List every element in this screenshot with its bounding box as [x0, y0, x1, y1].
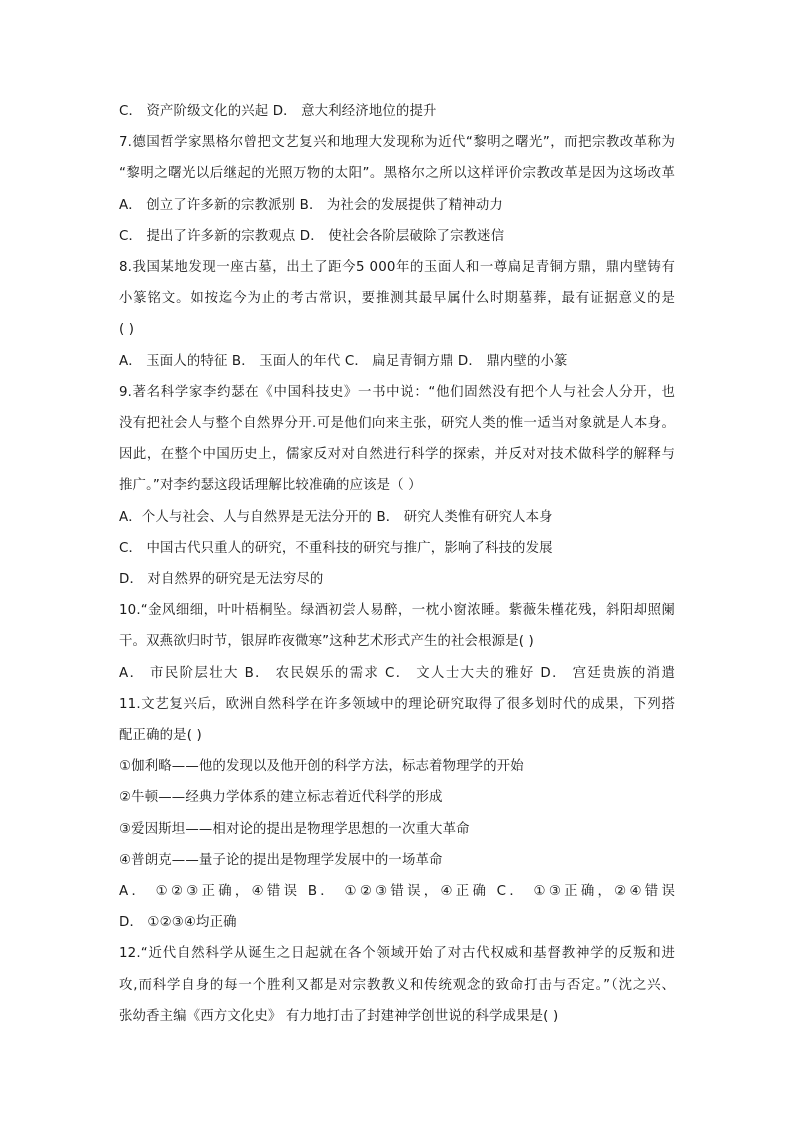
question-11-stem-line-1: 11.文艺复兴后，欧洲自然科学在许多领域中的理论研究取得了很多划时代的成果，下列搭 — [119, 697, 675, 712]
question-11-option-d: D． ①②③④均正确 — [119, 915, 237, 930]
question-7-options-ab: A． 创立了许多新的宗教派别 B． 为社会的发展提供了精神动力 — [119, 198, 503, 213]
question-11-item-3: ③爱因斯坦——相对论的提出是物理学思想的一次重大革命 — [119, 822, 470, 837]
question-10-stem-line-2: 干。双燕欲归时节，银屏昨夜微寒”这种艺术形式产生的社会根源是( ) — [119, 634, 534, 649]
question-11-options-abc: A． ①②③正确，④错误 B． ①②③错误，④正确 C． ①③正确，②④错误 — [119, 884, 675, 899]
question-11-item-1: ①伽利略——他的发现以及他开创的科学方法，标志着物理学的开始 — [119, 759, 524, 774]
question-10-stem-line-1: 10.“金风细细，叶叶梧桐坠。绿酒初尝人易醉，一枕小窗浓睡。紫薇朱槿花残，斜阳却照阑 — [119, 603, 675, 618]
question-11-stem-line-2: 配正确的是( ) — [119, 728, 202, 743]
question-7-options-cd: C． 提出了许多新的宗教观点 D． 使社会各阶层破除了宗教迷信 — [119, 229, 505, 244]
question-8-stem-line-1: 8.我国某地发现一座古墓，出土了距今5 000年的玉面人和一尊扁足青铜方鼎，鼎内壁铸有 — [119, 260, 675, 275]
question-9-options-ab: A．个人与社会、人与自然界是无法分开的 B． 研究人类惟有研究人本身 — [119, 510, 553, 525]
question-12-stem-line-1: 12.“近代自然科学从诞生之日起就在各个领域开始了对古代权威和基督教神学的反叛和进 — [119, 946, 675, 961]
question-9-option-d: D． 对自然界的研究是无法穷尽的 — [119, 572, 324, 587]
question-9-stem-line-3: 因此，在整个中国历史上，儒家反对对自然进行科学的探索，并反对对技术做科学的解释与 — [119, 447, 675, 462]
question-11-item-4: ④普朗克——量子论的提出是物理学发展中的一场革命 — [119, 853, 443, 868]
question-8-options: A． 玉面人的特征 B． 玉面人的年代 C． 扁足青铜方鼎 D． 鼎内壁的小篆 — [119, 354, 568, 369]
option-line-q6-cd: C． 资产阶级文化的兴起 D． 意大利经济地位的提升 — [119, 104, 437, 119]
question-9-option-c: C． 中国古代只重人的研究，不重科技的研究与推广，影响了科技的发展 — [119, 541, 553, 556]
question-7-stem-line-1: 7.德国哲学家黑格尔曾把文艺复兴和地理大发现称为近代“黎明之曙光”，而把宗教改革称为 — [119, 135, 675, 150]
question-9-stem-line-2: 没有把社会人与整个自然界分开.可是他们向来主张，研究人类的惟一适当对象就是人本身。 — [119, 416, 675, 431]
question-11-item-2: ②牛顿——经典力学体系的建立标志着近代科学的形成 — [119, 790, 443, 805]
question-9-stem-line-4: 推广。”对李约瑟这段话理解比较准确的应该是（ ） — [119, 478, 422, 493]
question-8-answer-blank: ( ) — [119, 322, 135, 337]
question-12-stem-line-2: 攻,而科学自身的每一个胜利又都是对宗教教义和传统观念的致命打击与否定。”（沈之兴、 — [119, 978, 675, 993]
question-9-stem-line-1: 9.著名科学家李约瑟在《中国科技史》一书中说：“他们固然没有把个人与社会人分开，也 — [119, 385, 675, 400]
question-10-options: A． 市民阶层壮大 B． 农民娱乐的需求 C． 文人士大夫的雅好 D． 宫廷贵族的消遣 — [119, 666, 675, 681]
question-12-stem-line-3: 张幼香主编《西方文化史》 有力地打击了封建神学创世说的科学成果是( ) — [119, 1009, 559, 1024]
question-8-stem-line-2: 小篆铭文。如按迄今为止的考古常识，要推测其最早属什么时期墓葬，最有证据意义的是 — [119, 291, 675, 306]
question-7-stem-line-2: “黎明之曙光以后继起的光照万物的太阳”。黑格尔之所以这样评价宗教改革是因为这场改革 — [119, 166, 675, 181]
